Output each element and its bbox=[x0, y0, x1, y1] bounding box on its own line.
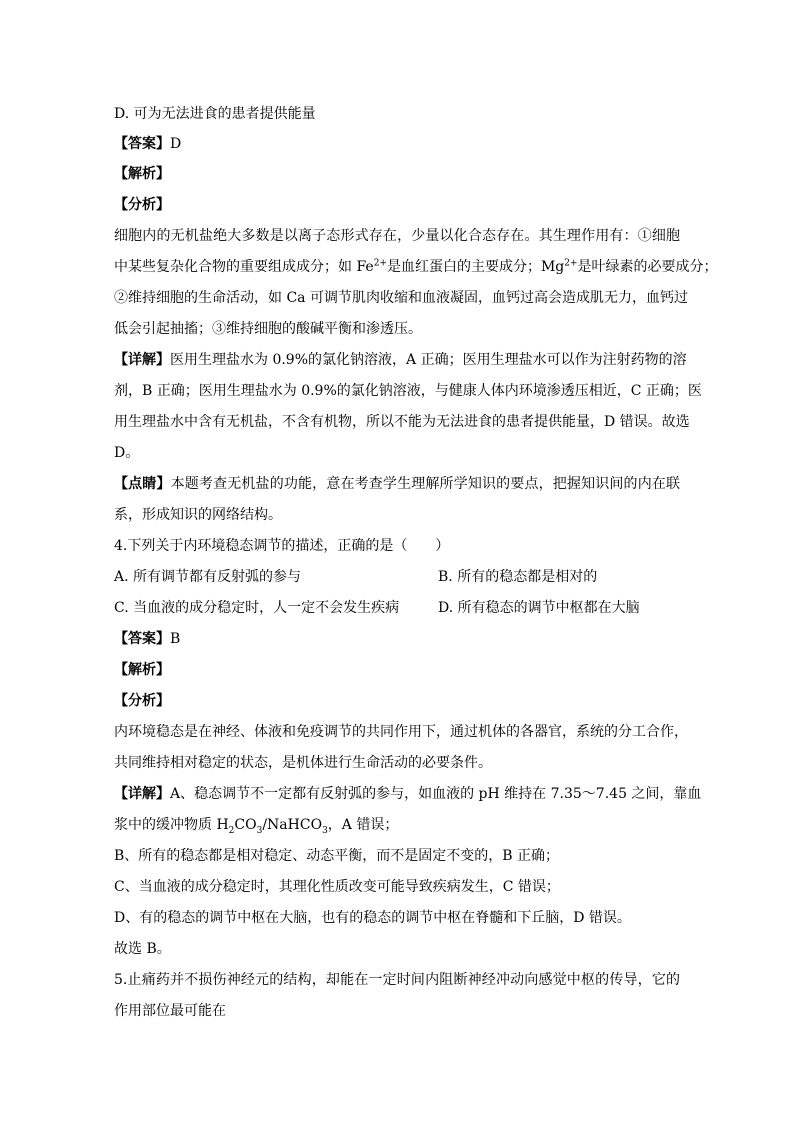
q4-detail-a1: A、稳态调节不一定都有反射弧的参与，如血液的 pH 维持在 7.35～7.45 之间，靠血 bbox=[170, 786, 702, 802]
q4-option-c: C. 当血液的成分稳定时，人一定不会发生疾病 bbox=[114, 600, 400, 616]
q4-detail-c: C、当血液的成分稳定时，其理化性质改变可能导致疾病发生，C 错误； bbox=[114, 879, 560, 895]
q4-detail-d: D、有的稳态的调节中枢在大脑，也有的稳态的调节中枢在脊髓和下丘脑，D 错误。 bbox=[114, 910, 631, 926]
q3-analysis-line-1: 细胞内的无机盐绝大多数是以离子态形式存在，少量以化合态存在。其生理作用有：①细胞 bbox=[114, 228, 680, 244]
q4-option-b: B. 所有的稳态都是相对的 bbox=[438, 569, 598, 585]
q4-detail-a2-sub1: 2 bbox=[228, 825, 235, 836]
q5-question-line-2: 作用部位最可能在 bbox=[114, 1003, 226, 1019]
q3-analysis-line-3: ②维持细胞的生命活动，如 Ca 可调节肌肉收缩和血液凝固，血钙过高会造成肌无力，血钙过 bbox=[114, 290, 688, 306]
q3-fenxi-label: 【分析】 bbox=[114, 197, 170, 213]
q4-option-d: D. 所有稳态的调节中枢都在大脑 bbox=[438, 600, 640, 616]
q3-detail-label: 【详解】 bbox=[114, 352, 170, 368]
q4-detail-a2-post: ，A 错误； bbox=[327, 817, 399, 833]
q3-analysis-text-b: 是血红蛋白的主要成分；Mg bbox=[386, 259, 565, 275]
q4-fenxi-label: 【分析】 bbox=[114, 693, 170, 709]
q3-answer-label: 【答案】 bbox=[114, 136, 170, 152]
q4-analysis-line-1: 内环境稳态是在神经、体液和免疫调节的共同作用下，通过机体的各器官，系统的分工合作， bbox=[114, 724, 688, 740]
q4-answer-value: B bbox=[170, 631, 181, 647]
q4-detail-a2-sub2: 3 bbox=[256, 825, 263, 836]
q5-question-line-1: 5.止痛药并不损伤神经元的结构，却能在一定时间内阻断神经冲动向感觉中枢的传导，它的 bbox=[114, 972, 680, 988]
q3-point-text-1: 本题考查无机盐的功能，意在考查学生理解所学知识的要点，把握知识间的内在联 bbox=[170, 476, 681, 492]
q4-detail-line-2 bbox=[114, 815, 680, 835]
q4-jiexi-label: 【解析】 bbox=[114, 662, 170, 678]
q4-detail-a2-sub3: 3 bbox=[322, 825, 328, 836]
q3-point-label: 【点睛】 bbox=[114, 476, 171, 492]
q3-point-line-1 bbox=[114, 474, 680, 494]
q4-detail-a2-mid: CO bbox=[234, 817, 257, 833]
q3-detail-line-2: 剂，B 正确；医用生理盐水为 0.9%的氯化钠溶液，与健康人体内环境渗透压相近，C 正确；医 bbox=[114, 383, 702, 399]
q4-answer bbox=[114, 629, 680, 649]
q3-detail-text-1: 医用生理盐水为 0.9%的氯化钠溶液，A 正确；医用生理盐水可以作为注射药物的溶 bbox=[170, 352, 687, 368]
q4-options-row-1 bbox=[114, 567, 680, 587]
q3-answer bbox=[114, 134, 680, 154]
mg-charge: 2+ bbox=[564, 258, 578, 269]
q3-point-line-2: 系，形成知识的网络结构。 bbox=[114, 507, 282, 523]
q4-detail-b: B、所有的稳态都是相对稳定、动态平衡，而不是固定不变的，B 正确； bbox=[114, 848, 560, 864]
q4-detail-a2-pre: 浆中的缓冲物质 H bbox=[114, 817, 229, 833]
fe-charge: 2+ bbox=[373, 258, 387, 269]
q4-option-a: A. 所有调节都有反射弧的参与 bbox=[114, 569, 302, 585]
q3-analysis-text-c: 是叶绿素的必要成分； bbox=[577, 259, 718, 275]
q3-detail-line-3: 用生理盐水中含有无机盐，不含有机物，所以不能为无法进食的患者提供能量，D 错误。故选 bbox=[114, 414, 690, 430]
q3-detail-line-4: D。 bbox=[114, 445, 140, 461]
q3-analysis-line-2 bbox=[114, 257, 718, 277]
q4-answer-label: 【答案】 bbox=[114, 631, 170, 647]
q4-detail-label: 【详解】 bbox=[114, 786, 170, 802]
q4-analysis-line-2: 共同维持相对稳定的状态，是机体进行生命活动的必要条件。 bbox=[114, 755, 492, 771]
q4-detail-a2-mid2: /NaHCO bbox=[262, 817, 323, 833]
q3-analysis-line-4: 低会引起抽搐；③维持细胞的酸碱平衡和渗透压。 bbox=[114, 321, 422, 337]
q4-detail-line-1 bbox=[114, 784, 702, 804]
q3-detail-line-1 bbox=[114, 350, 687, 370]
q3-analysis-text-a: 中某些复杂化合物的重要组成成分；如 Fe bbox=[114, 259, 374, 275]
q4-question: 4.下列关于内环境稳态调节的描述，正确的是（ ） bbox=[114, 538, 450, 554]
q4-conclusion: 故选 B。 bbox=[114, 941, 171, 957]
q3-answer-value: D bbox=[170, 136, 182, 152]
q3-jiexi-label: 【解析】 bbox=[114, 166, 170, 182]
q4-options-row-2 bbox=[114, 598, 680, 618]
q3-option-d: D. 可为无法进食的患者提供能量 bbox=[114, 106, 316, 122]
